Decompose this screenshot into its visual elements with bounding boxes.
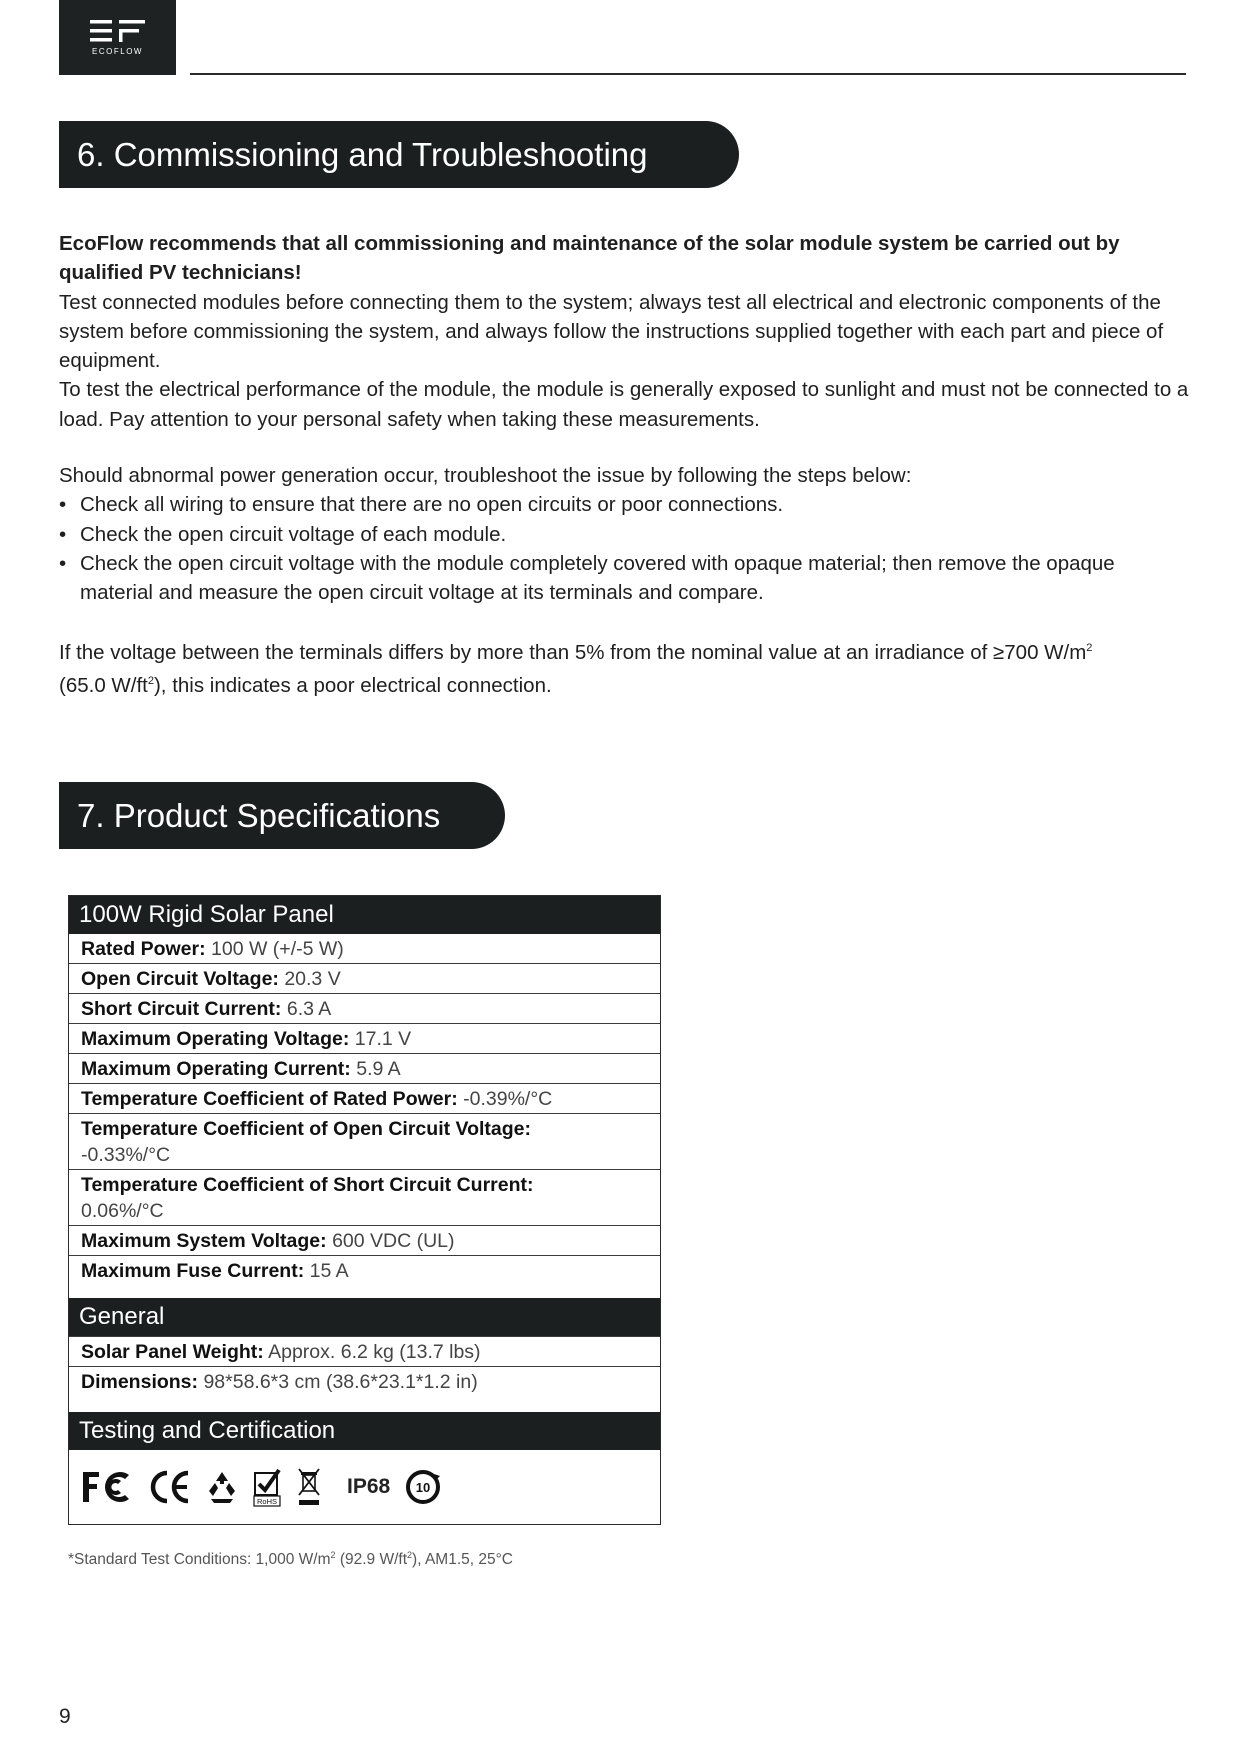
recycle-icon bbox=[205, 1469, 239, 1505]
spec-value: 98*58.6*3 cm (38.6*23.1*1.2 in) bbox=[203, 1371, 478, 1393]
spec-table-heading: 100W Rigid Solar Panel bbox=[69, 896, 660, 934]
ecoflow-logo-mark bbox=[59, 0, 176, 75]
weee-bin-icon bbox=[297, 1467, 321, 1507]
table-row bbox=[69, 1053, 660, 1083]
section-7-title: 7. Product Specifications bbox=[59, 782, 505, 849]
spec-value: 15 A bbox=[309, 1260, 349, 1282]
spec-value: Approx. 6.2 kg (13.7 lbs) bbox=[268, 1341, 481, 1363]
footnote-text-b: (92.9 W/ft bbox=[335, 1551, 408, 1568]
header-rule bbox=[190, 73, 1186, 75]
table-row bbox=[69, 934, 660, 963]
spec-table bbox=[68, 895, 661, 1525]
footnote-text-a: *Standard Test Conditions: 1,000 W/m bbox=[68, 1551, 331, 1568]
footnote-text-c: ), AM1.5, 25°C bbox=[412, 1551, 513, 1568]
spec-key: Maximum Fuse Current: bbox=[81, 1260, 305, 1282]
ip68-label: IP68 bbox=[347, 1475, 391, 1498]
spec-value: 600 VDC (UL) bbox=[332, 1230, 455, 1252]
ce-icon bbox=[147, 1469, 191, 1505]
superscript: 2 bbox=[330, 1549, 336, 1560]
superscript: 2 bbox=[407, 1549, 413, 1560]
footnote-stc bbox=[68, 1551, 513, 1569]
spec-rows bbox=[69, 934, 660, 1285]
fcc-icon bbox=[81, 1469, 133, 1505]
troubleshoot-steps bbox=[59, 490, 1189, 607]
list-item: • Check all wiring to ensure that there are no open circuits or poor connections. bbox=[59, 490, 1189, 519]
paragraph-troubleshoot-intro: Should abnormal power generation occur, troubleshoot the issue by following the steps below: bbox=[59, 464, 912, 487]
spacer bbox=[69, 1396, 660, 1412]
efup-10-icon bbox=[404, 1468, 442, 1506]
page-number: 9 bbox=[59, 1705, 71, 1728]
section-6-title: 6. Commissioning and Troubleshooting bbox=[59, 121, 739, 188]
superscript: 2 bbox=[1086, 642, 1093, 655]
superscript: 2 bbox=[147, 675, 154, 688]
list-item: • Check the open circuit voltage with the module completely covered with opaque material; then remove the opaque material and measure the open circuit voltage at its terminals and compare. bbox=[59, 549, 1189, 608]
list-item: • Check the open circuit voltage of each module. bbox=[59, 520, 1189, 549]
efup-years: 10 bbox=[415, 1480, 431, 1495]
table-row bbox=[69, 1083, 660, 1113]
spec-key: Rated Power: bbox=[81, 938, 206, 960]
table-row bbox=[69, 993, 660, 1023]
troubleshooting-block bbox=[59, 461, 1189, 607]
spec-value: 100 W (+/-5 W) bbox=[211, 938, 344, 960]
spec-key: Maximum Operating Voltage: bbox=[81, 1028, 350, 1050]
table-row bbox=[69, 1225, 660, 1255]
spec-key: Temperature Coefficient of Short Circuit Current: bbox=[81, 1174, 534, 1196]
spec-key: Open Circuit Voltage: bbox=[81, 968, 279, 990]
spec-key: Maximum Operating Current: bbox=[81, 1058, 351, 1080]
paragraph-voltage-note bbox=[59, 636, 1189, 702]
rohs-icon bbox=[253, 1467, 283, 1507]
section-6-body bbox=[59, 229, 1189, 434]
spec-value: 5.9 A bbox=[356, 1058, 401, 1080]
table-row bbox=[69, 963, 660, 993]
table-row bbox=[69, 1113, 660, 1169]
table-row bbox=[69, 1366, 660, 1396]
spec-key: Dimensions: bbox=[81, 1371, 199, 1393]
general-heading: General bbox=[69, 1298, 660, 1336]
spec-value: -0.39%/°C bbox=[463, 1088, 553, 1110]
ecoflow-logo bbox=[59, 0, 176, 75]
certification-icons bbox=[69, 1450, 660, 1524]
table-row bbox=[69, 1023, 660, 1053]
paragraph-test-modules: Test connected modules before connecting them to the system; always test all electrical and electronic components of the system before commissioning the system, and always follow the instructions supplied together with each part and piece of equipment. bbox=[59, 290, 1164, 373]
spec-key: Maximum System Voltage: bbox=[81, 1230, 327, 1252]
spec-key: Short Circuit Current: bbox=[81, 998, 282, 1020]
voltage-note-text-a: If the voltage between the terminals differs by more than 5% from the nominal value at an irradiance of ≥700 W/m bbox=[59, 641, 1087, 664]
spec-key: Solar Panel Weight: bbox=[81, 1341, 264, 1363]
table-row bbox=[69, 1169, 660, 1225]
paragraph-test-performance: To test the electrical performance of the module, the module is generally exposed to sunlight and must not be connected to a load. Pay attention to your personal safety when taking these measurements. bbox=[59, 378, 1189, 431]
table-row bbox=[69, 1255, 660, 1285]
spacer bbox=[69, 1285, 660, 1298]
voltage-note-text-c: ), this indicates a poor electrical connection. bbox=[153, 674, 552, 697]
logo-text: ECOFLOW bbox=[92, 47, 143, 56]
spec-key: Temperature Coefficient of Open Circuit Voltage: bbox=[81, 1118, 531, 1140]
rohs-label: RoHS bbox=[256, 1497, 278, 1506]
spec-value: -0.33%/°C bbox=[81, 1144, 171, 1166]
certification-heading: Testing and Certification bbox=[69, 1412, 660, 1450]
voltage-note-text-b: (65.0 W/ft bbox=[59, 674, 148, 697]
spec-value: 17.1 V bbox=[354, 1028, 412, 1050]
spec-value: 6.3 A bbox=[286, 998, 332, 1020]
table-row bbox=[69, 1336, 660, 1366]
spec-value: 20.3 V bbox=[284, 968, 341, 990]
intro-warning: EcoFlow recommends that all commissioning and maintenance of the solar module system be carried out by qualified PV technicians! bbox=[59, 232, 1120, 285]
spec-value: 0.06%/°C bbox=[81, 1200, 164, 1222]
spec-key: Temperature Coefficient of Rated Power: bbox=[81, 1088, 458, 1110]
